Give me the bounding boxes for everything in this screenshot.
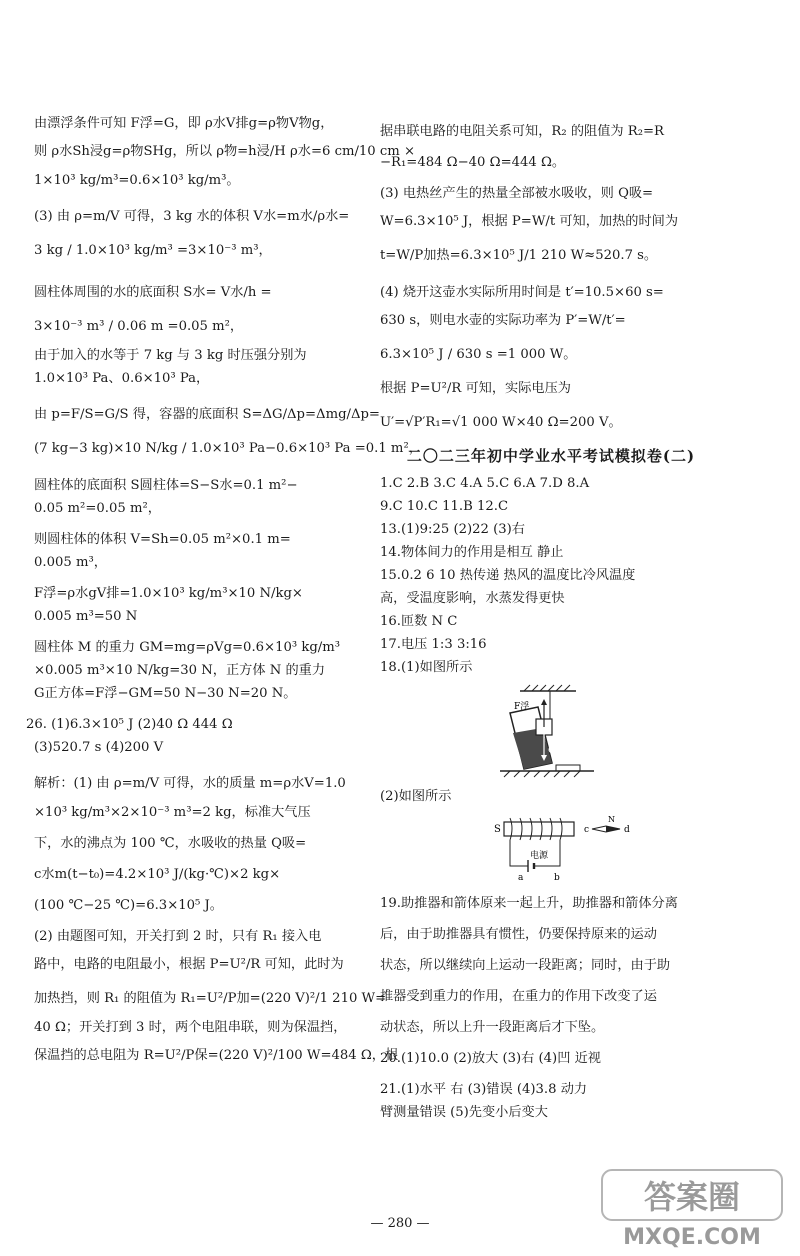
text-line: (3) 由 ρ=m/V 可得，3 kg 水的体积 V水=m水/ρ水=	[34, 209, 350, 224]
text-line: W=6.3×10⁵ J，根据 P=W/t 可知，加热的时间为	[380, 214, 679, 229]
n-pole-label: N	[608, 815, 615, 824]
electromagnet-diagram	[380, 814, 722, 884]
answer-26: 26. (1)6.3×10⁵ J (2)40 Ω 444 Ω	[26, 717, 233, 732]
watermark-top: 答案圈	[643, 1178, 741, 1216]
text-line: 则 ρ水Sh浸g=ρ物SHg，所以 ρ物=h浸/H ρ水=6 cm/10 cm ×	[34, 144, 416, 159]
text-line: 据串联电路的电阻关系可知，R₂ 的阻值为 R₂=R	[380, 124, 664, 139]
answer-line: 9.C 10.C 11.B 12.C	[380, 499, 509, 514]
text-line: (3) 电热丝产生的热量全部被水吸收，则 Q吸=	[380, 186, 654, 201]
answer-line: 1.C 2.B 3.C 4.A 5.C 6.A 7.D 8.A	[380, 476, 590, 491]
text-line: 根据 P=U²/R 可知，实际电压为	[380, 381, 571, 396]
c-label: c	[584, 825, 590, 835]
answer-line: 推器受到重力的作用，在重力的作用下改变了运	[380, 989, 657, 1004]
answer-line: 臂测量错误 (5)先变小后变大	[380, 1105, 548, 1120]
figure-buoyancy	[380, 685, 722, 781]
text-line: (3)520.7 s (4)200 V	[34, 740, 164, 755]
text-line: G正方体=F浮−GM=50 N−30 N=20 N。	[34, 686, 297, 701]
d-label: d	[624, 825, 630, 835]
watermark-logo	[600, 1168, 790, 1252]
text-line: 保温挡的总电阻为 R=U²/P保=(220 V)²/100 W=484 Ω，根	[34, 1048, 399, 1063]
answer-line: 20.(1)10.0 (2)放大 (3)右 (4)凹 近视	[380, 1051, 601, 1066]
text-line: 3 kg / 1.0×10³ kg/m³ =3×10⁻³ m³，	[34, 243, 272, 258]
answer-line: 19.助推器和箭体原来一起上升，助推器和箭体分离	[380, 896, 678, 911]
text-line: (100 ℃−25 ℃)=6.3×10⁵ J。	[34, 898, 223, 913]
figure-electromagnet	[380, 814, 722, 888]
text-line: U′=√P′R₁=√1 000 W×40 Ω=200 V。	[380, 415, 622, 430]
text-line: 0.005 m³，	[34, 555, 107, 570]
text-line: F浮=ρ水gV排=1.0×10³ kg/m³×10 N/kg×	[34, 586, 303, 601]
answer-line: 18.(1)如图所示	[380, 660, 473, 675]
answer-line: 13.(1)9:25 (2)22 (3)右	[380, 522, 525, 537]
s-pole-label: S	[494, 824, 501, 835]
answer-line: 21.(1)水平 右 (3)错误 (4)3.8 动力	[380, 1082, 588, 1097]
text-line: ×10³ kg/m³×2×10⁻³ m³=2 kg，标准大气压	[34, 805, 311, 820]
section-title: 二〇二三年初中学业水平考试模拟卷(二)	[406, 447, 696, 465]
text-line: 解析：(1) 由 ρ=m/V 可得，水的质量 m=ρ水V=1.0	[34, 776, 346, 791]
power-label: 电源	[530, 851, 549, 861]
f-buoyant-label: F浮	[514, 702, 530, 712]
text-line: 1.0×10³ Pa、0.6×10³ Pa，	[34, 371, 210, 386]
text-line: 3×10⁻³ m³ / 0.06 m =0.05 m²，	[34, 319, 244, 334]
answer-line: 15.0.2 6 10 热传递 热风的温度比冷风温度	[380, 568, 636, 583]
text-line: 圆柱体的底面积 S圆柱体=S−S水=0.1 m²−	[34, 478, 298, 493]
answer-line: 16.匝数 N C	[380, 614, 458, 629]
a-label: a	[518, 873, 524, 883]
text-line: −R₁=484 Ω−40 Ω=444 Ω。	[380, 155, 566, 170]
answer-line: (2)如图所示	[380, 789, 452, 804]
b-label: b	[554, 873, 560, 883]
text-line: (2) 由题图可知，开关打到 2 时，只有 R₁ 接入电	[34, 929, 322, 944]
text-line: 0.005 m³=50 N	[34, 609, 138, 624]
answer-line: 状态，所以继续向上运动一段距离；同时，由于助	[380, 958, 671, 973]
text-line: 0.05 m²=0.05 m²，	[34, 501, 161, 516]
text-line: c水m(t−t₀)=4.2×10³ J/(kg·℃)×2 kg×	[34, 867, 281, 882]
text-line: 由 p=F/S=G/S 得，容器的底面积 S=ΔG/Δp=Δmg/Δp=	[34, 407, 380, 422]
text-line: 40 Ω；开关打到 3 时，两个电阻串联，则为保温挡，	[34, 1020, 347, 1035]
watermark-bottom: MXQE.COM	[623, 1225, 761, 1250]
text-line: 由于加入的水等于 7 kg 与 3 kg 时压强分别为	[34, 348, 307, 363]
text-line: t=W/P加热=6.3×10⁵ J/1 210 W≈520.7 s。	[380, 248, 658, 263]
page-number: — 280 —	[370, 1216, 430, 1231]
right-column	[380, 112, 722, 1124]
answer-line: 17.电压 1:3 3:16	[380, 637, 487, 652]
text-line: 则圆柱体的体积 V=Sh=0.05 m²×0.1 m=	[34, 532, 291, 547]
text-line: 圆柱体周围的水的底面积 S水= V水/h =	[34, 285, 272, 300]
buoyancy-diagram	[380, 685, 722, 777]
text-line: ×0.005 m³×10 N/kg=30 N，正方体 N 的重力	[34, 663, 326, 678]
text-line: 630 s，则电水壶的实际功率为 P′=W/t′=	[380, 313, 626, 328]
text-line: 路中，电路的电阻最小，根据 P=U²/R 可知，此时为	[34, 957, 344, 972]
g-gravity-label: G	[548, 746, 556, 756]
answer-line: 高，受温度影响，水蒸发得更快	[380, 591, 565, 606]
answer-line: 后，由于助推器具有惯性，仍要保持原来的运动	[380, 927, 657, 942]
text-line: (7 kg−3 kg)×10 N/kg / 1.0×10³ Pa−0.6×10³ Pa =0.1 m²，	[34, 441, 422, 456]
text-line: 圆柱体 M 的重力 GM=mg=ρVg=0.6×10³ kg/m³	[34, 640, 341, 655]
answer-line: 动状态，所以上升一段距离后才下坠。	[380, 1020, 605, 1035]
text-line: 由漂浮条件可知 F浮=G，即 ρ水V排g=ρ物V物g，	[34, 116, 334, 131]
text-line: 1×10³ kg/m³=0.6×10³ kg/m³。	[34, 173, 240, 188]
answer-line: 14.物体间力的作用是相互 静止	[380, 545, 564, 560]
text-line: (4) 烧开这壶水实际所用时间是 t′=10.5×60 s=	[380, 285, 664, 300]
text-line: 6.3×10⁵ J / 630 s =1 000 W。	[380, 347, 577, 362]
text-line: 加热挡，则 R₁ 的阻值为 R₁=U²/P加=(220 V)²/1 210 W=	[34, 991, 387, 1006]
text-line: 下，水的沸点为 100 ℃，水吸收的热量 Q吸=	[34, 836, 307, 851]
